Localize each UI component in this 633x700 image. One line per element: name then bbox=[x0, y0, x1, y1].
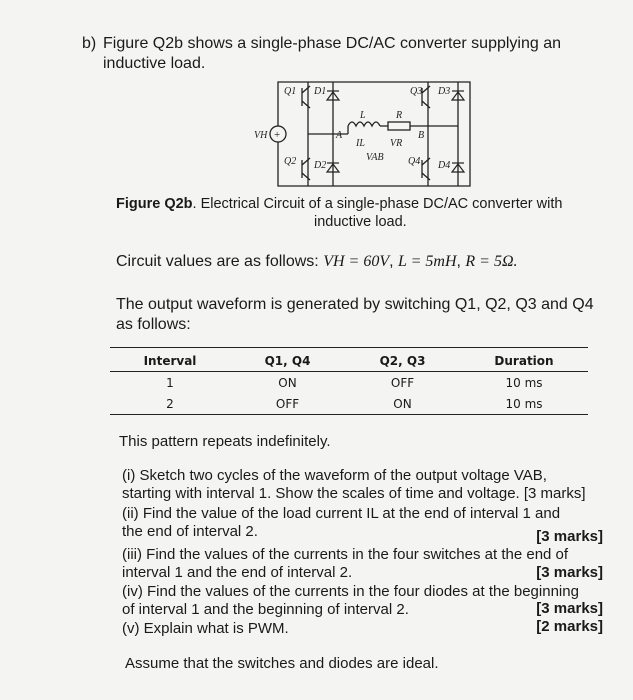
label-vh: VH bbox=[254, 130, 268, 141]
header-interval: Interval bbox=[143, 353, 197, 368]
table-cell: ON bbox=[278, 375, 297, 390]
question-v-line1: (v) Explain what is PWM. bbox=[122, 620, 289, 637]
question-iv-line2: of interval 1 and the beginning of interval 2. bbox=[122, 601, 409, 618]
header-q2-q3: Q2, Q3 bbox=[379, 353, 426, 368]
header-duration: Duration bbox=[494, 353, 554, 368]
label-d3: D3 bbox=[438, 86, 451, 97]
intro-text-line2: inductive load. bbox=[103, 55, 206, 72]
label-node-a: A bbox=[336, 130, 343, 141]
assumption-note: Assume that the switches and diodes are ideal. bbox=[125, 655, 439, 672]
label-node-b: B bbox=[418, 130, 425, 141]
table-cell: OFF bbox=[390, 375, 415, 390]
repeat-note: This pattern repeats indefinitely. bbox=[119, 433, 331, 450]
question-iii-line1: (iii) Find the values of the currents in the four switches at the end of bbox=[122, 546, 569, 563]
label-q4: Q4 bbox=[408, 156, 421, 167]
question-ii-line2: the end of interval 2. bbox=[122, 523, 258, 540]
label-q2: Q2 bbox=[284, 156, 297, 167]
marks-iii: [3 marks] bbox=[536, 564, 603, 581]
interval-table bbox=[110, 350, 588, 415]
question-part-label: b) bbox=[82, 35, 97, 52]
converter-circuit-diagram bbox=[238, 76, 478, 192]
label-vr: VR bbox=[390, 138, 403, 149]
table-cell: 10 ms bbox=[505, 396, 543, 411]
label-resistor: R bbox=[396, 110, 403, 121]
marks-iv: [3 marks] bbox=[536, 600, 603, 617]
intro-text-line1: Figure Q2b shows a single-phase DC/AC converter supplying an bbox=[103, 35, 562, 52]
figure-caption bbox=[116, 196, 562, 213]
question-i-line2: starting with interval 1. Show the scales of time and voltage. [3 marks] bbox=[122, 485, 586, 502]
label-il: IL bbox=[356, 138, 365, 149]
label-d2: D2 bbox=[314, 160, 327, 171]
marks-ii: [3 marks] bbox=[536, 528, 603, 545]
figure-caption-bold: Figure Q2b bbox=[116, 196, 193, 212]
table-cell: 10 ms bbox=[505, 375, 543, 390]
header-q1-q4: Q1, Q4 bbox=[264, 353, 311, 368]
label-vab: VAB bbox=[366, 152, 384, 163]
table-row bbox=[110, 393, 588, 415]
value-r: R = 5Ω. bbox=[465, 253, 518, 270]
label-d4: D4 bbox=[438, 160, 451, 171]
svg-text:+: + bbox=[274, 129, 281, 141]
circuit-values: Circuit values are as follows: VH = 60V, L = 5mH, R = 5Ω. bbox=[116, 253, 518, 270]
table-row bbox=[110, 372, 588, 394]
circuit-values-prefix: Circuit values are as follows: bbox=[116, 253, 319, 270]
table-cell: OFF bbox=[275, 396, 300, 411]
table-cell: 1 bbox=[166, 375, 174, 390]
label-q3: Q3 bbox=[410, 86, 423, 97]
figure-caption-line2: inductive load. bbox=[314, 214, 407, 230]
value-vh: VH = 60V bbox=[323, 253, 390, 270]
question-iii-line2: interval 1 and the end of interval 2. bbox=[122, 564, 353, 581]
figure-caption-text: . Electrical Circuit of a single-phase DC/AC converter with bbox=[192, 196, 563, 212]
table-cell: ON bbox=[393, 396, 412, 411]
question-i-line1: (i) Sketch two cycles of the waveform of the output voltage VAB, bbox=[122, 467, 547, 484]
label-q1: Q1 bbox=[284, 86, 297, 97]
question-iv-line1: (iv) Find the values of the currents in the four diodes at the beginning bbox=[122, 583, 579, 600]
table-header-row bbox=[110, 350, 588, 372]
switching-text-line2: as follows: bbox=[116, 316, 191, 333]
label-d1: D1 bbox=[314, 86, 327, 97]
value-l: L = 5mH bbox=[398, 253, 457, 270]
label-inductor: L bbox=[360, 110, 366, 121]
question-ii-line1: (ii) Find the value of the load current IL at the end of interval 1 and bbox=[122, 505, 561, 522]
marks-v: [2 marks] bbox=[536, 618, 603, 635]
switching-text-line1: The output waveform is generated by switching Q1, Q2, Q3 and Q4 bbox=[116, 296, 594, 313]
table-cell: 2 bbox=[166, 396, 174, 411]
interval-table-wrapper bbox=[110, 347, 588, 415]
